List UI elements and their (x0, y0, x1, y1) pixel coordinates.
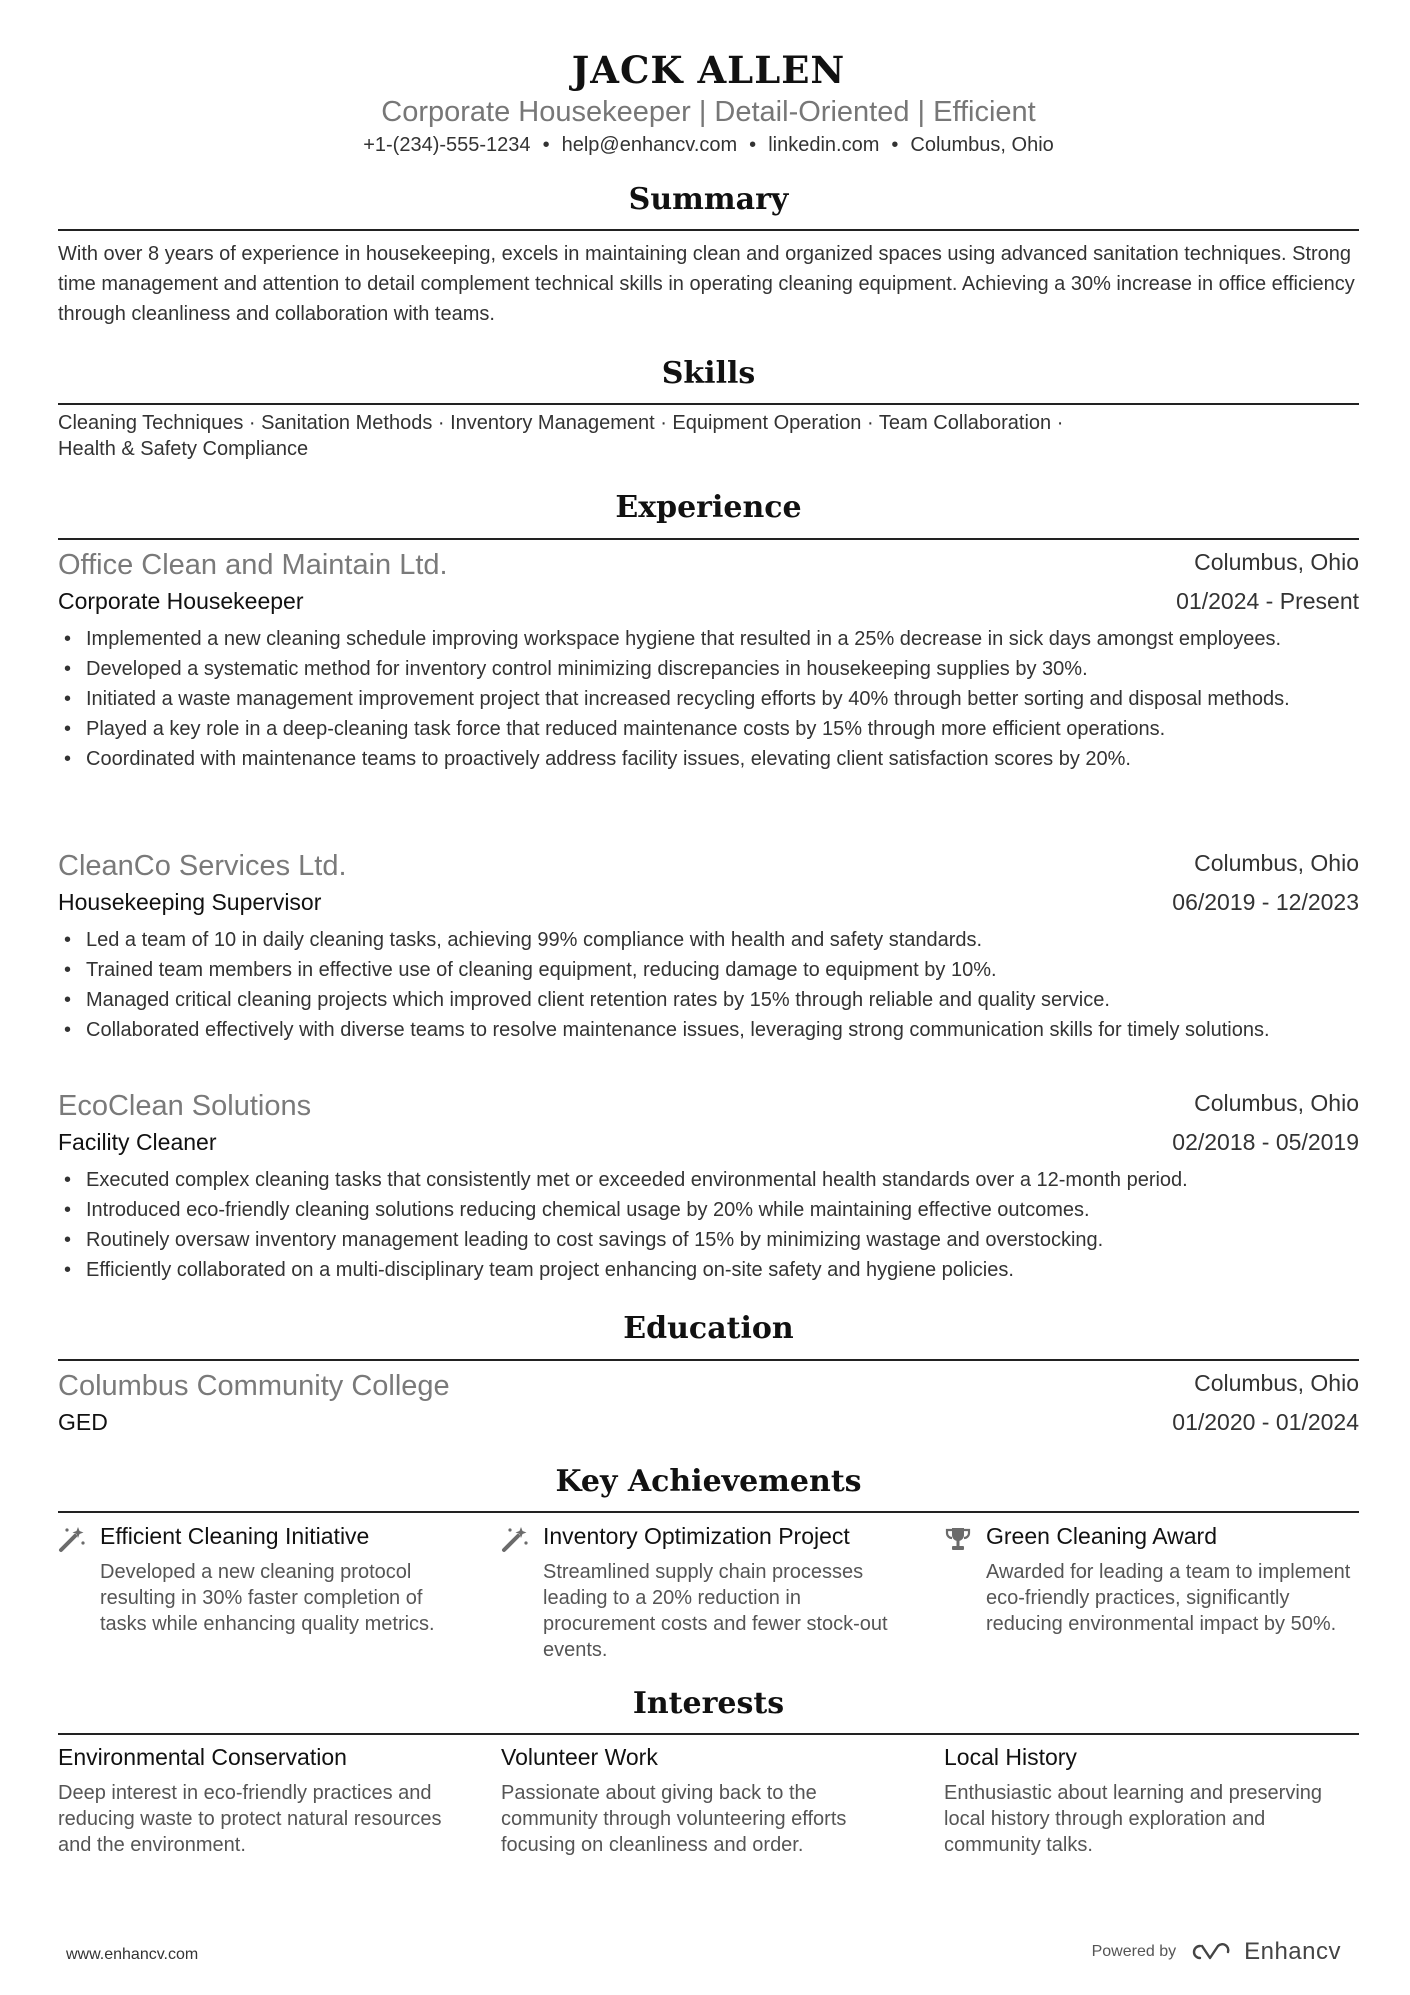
bullet-item: • Executed complex cleaning tasks that consistently met or exceeded environmental health standards over a 12-month period. (58, 1165, 1359, 1195)
achievement-desc: Awarded for leading a team to implement eco-friendly practices, significantly reducing environmental impact by 50%. (986, 1561, 1351, 1635)
achievement-title: Green Cleaning Award (986, 1523, 1217, 1549)
achievement-desc: Streamlined supply chain processes leading to a 20% reduction in procurement costs and fewer stock-out events. (543, 1561, 888, 1661)
interest-title: Volunteer Work (501, 1744, 658, 1770)
section-divider (58, 229, 1359, 231)
bullet-item: • Efficiently collaborated on a multi-disciplinary team project enhancing on-site safety and hygiene policies. (58, 1255, 1359, 1285)
section-divider (58, 538, 1359, 540)
magic-wand-icon (501, 1525, 529, 1553)
separator-dot: • (891, 134, 899, 156)
brand-name: Enhancv (1244, 1938, 1341, 1965)
magic-wand-icon (58, 1525, 86, 1553)
company-name: Office Clean and Maintain Ltd. (58, 549, 448, 581)
interest-title: Local History (944, 1744, 1077, 1770)
bullet-item: • Trained team members in effective use of cleaning equipment, reducing damage to equipment by 10%. (58, 955, 1359, 985)
website-link[interactable]: www.enhancv.com (66, 1946, 199, 1963)
summary-heading: Summary (628, 182, 789, 217)
interest-desc: Passionate about giving back to the community through volunteering efforts focusing on cleanliness and order. (501, 1782, 847, 1856)
education-heading: Education (623, 1311, 794, 1346)
achievement-desc: Developed a new cleaning protocol resulting in 30% faster completion of tasks while enhancing quality metrics. (100, 1561, 435, 1635)
bullet-item: • Led a team of 10 in daily cleaning tasks, achieving 99% compliance with health and safety standards. (58, 925, 1359, 955)
section-divider (58, 1359, 1359, 1361)
tagline: Corporate Housekeeper | Detail-Oriented | Efficient (381, 96, 1036, 128)
job-title: Facility Cleaner (58, 1129, 217, 1155)
skills-heading: Skills (661, 356, 756, 391)
summary-text: With over 8 years of experience in housekeeping, excels in maintaining clean and organized spaces using advanced sanitation techniques. Strong time management and attention to detail complement technical skills in operating cleaning equipment. Achieving a 30% increase in office efficiency through cleanliness and collaboration with teams. (58, 243, 1355, 325)
job-dates: 06/2019 - 12/2023 (1172, 889, 1359, 915)
job-bullets (58, 1165, 1359, 1285)
contact-line (58, 134, 1359, 157)
school-location: Columbus, Ohio (1194, 1370, 1359, 1396)
powered-by[interactable] (1092, 1938, 1341, 1966)
skills-line: Health & Safety Compliance (58, 438, 309, 460)
job-title: Corporate Housekeeper (58, 588, 304, 614)
interest-desc: Deep interest in eco-friendly practices and reducing waste to protect natural resources and the environment. (58, 1782, 442, 1856)
job-bullets (58, 925, 1359, 1045)
job-bullets (58, 624, 1359, 774)
separator-dot: • (749, 134, 757, 156)
phone: +1-(234)-555-1234 (363, 134, 531, 156)
skills-line: Cleaning Techniques · Sanitation Methods · Inventory Management · Equipment Operation · Team Collaboration · (58, 412, 1064, 434)
bullet-item: • Coordinated with maintenance teams to proactively address facility issues, elevating client satisfaction scores by 20%. (58, 744, 1359, 774)
interest-desc: Enthusiastic about learning and preserving local history through exploration and community talks. (944, 1782, 1323, 1856)
candidate-name: JACK ALLEN (571, 48, 846, 92)
resume-page (58, 0, 1359, 1995)
email-link[interactable]: help@enhancv.com (561, 134, 738, 156)
location: Columbus, Ohio (910, 134, 1054, 156)
job-dates: 01/2024 - Present (1176, 588, 1359, 614)
bullet-item: • Introduced eco-friendly cleaning solutions reducing chemical usage by 20% while maintaining effective outcomes. (58, 1195, 1359, 1225)
job-location: Columbus, Ohio (1194, 1090, 1359, 1116)
bullet-item: • Initiated a waste management improvement project that increased recycling efforts by 40% through better sorting and disposal methods. (58, 684, 1359, 714)
job-title: Housekeeping Supervisor (58, 889, 322, 915)
trophy-icon (944, 1525, 972, 1553)
bullet-item: • Managed critical cleaning projects which improved client retention rates by 15% through reliable and quality service. (58, 985, 1359, 1015)
bullet-item: • Played a key role in a deep-cleaning task force that reduced maintenance costs by 15% through more efficient operations. (58, 714, 1359, 744)
job-dates: 02/2018 - 05/2019 (1172, 1129, 1359, 1155)
job-location: Columbus, Ohio (1194, 549, 1359, 575)
section-divider (58, 1511, 1359, 1513)
school-name: Columbus Community College (58, 1370, 450, 1402)
bullet-item: • Collaborated effectively with diverse teams to resolve maintenance issues, leveraging strong communication skills for timely solutions. (58, 1015, 1359, 1045)
achievements-heading: Key Achievements (555, 1464, 862, 1499)
achievement-title: Inventory Optimization Project (543, 1523, 850, 1549)
education-dates: 01/2020 - 01/2024 (1172, 1409, 1359, 1435)
separator-dot: • (542, 134, 550, 156)
linkedin-link[interactable]: linkedin.com (768, 134, 880, 156)
job-location: Columbus, Ohio (1194, 850, 1359, 876)
achievement-title: Efficient Cleaning Initiative (100, 1523, 370, 1549)
company-name: EcoClean Solutions (58, 1090, 312, 1122)
bullet-item: • Implemented a new cleaning schedule improving workspace hygiene that resulted in a 25% decrease in sick days amongst employees. (58, 624, 1359, 654)
section-divider (58, 403, 1359, 405)
bullet-item: • Developed a systematic method for inventory control minimizing discrepancies in housekeeping supplies by 30%. (58, 654, 1359, 684)
skills-list (58, 410, 1359, 462)
experience-heading: Experience (615, 490, 802, 525)
company-name: CleanCo Services Ltd. (58, 850, 347, 882)
interests-heading: Interests (632, 1686, 785, 1721)
powered-by-label: Powered by (1091, 1943, 1177, 1960)
enhancv-logo-icon (1188, 1940, 1232, 1964)
interest-title: Environmental Conservation (58, 1744, 347, 1770)
bullet-item: • Routinely oversaw inventory management leading to cost savings of 15% by minimizing wastage and overstocking. (58, 1225, 1359, 1255)
degree: GED (58, 1409, 108, 1435)
section-divider (58, 1733, 1359, 1735)
